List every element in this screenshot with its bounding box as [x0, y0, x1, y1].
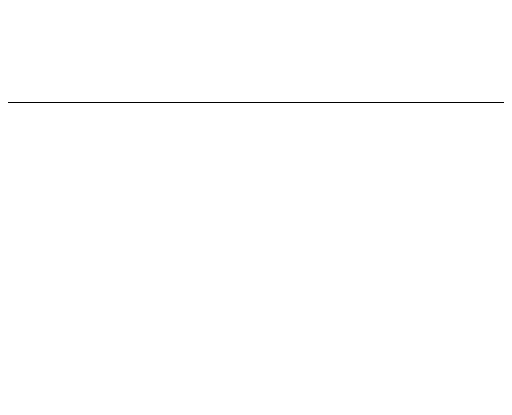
article-body-line: [8, 293, 504, 319]
article-body-line: [8, 345, 504, 371]
article-body-line: [8, 163, 504, 189]
article-body: [8, 111, 504, 371]
article-body-line: [8, 137, 504, 163]
article-body-line: [8, 267, 504, 293]
article-body-line: [8, 111, 504, 137]
article-body-line: [8, 241, 504, 267]
article-body-line: [8, 215, 504, 241]
article-body-line: [8, 319, 504, 345]
sub-headline-second: [8, 68, 504, 100]
main-headline: [8, 4, 504, 36]
article-body-line: [8, 189, 504, 215]
sub-headline-first: [8, 36, 504, 68]
headline-divider: [8, 102, 504, 103]
